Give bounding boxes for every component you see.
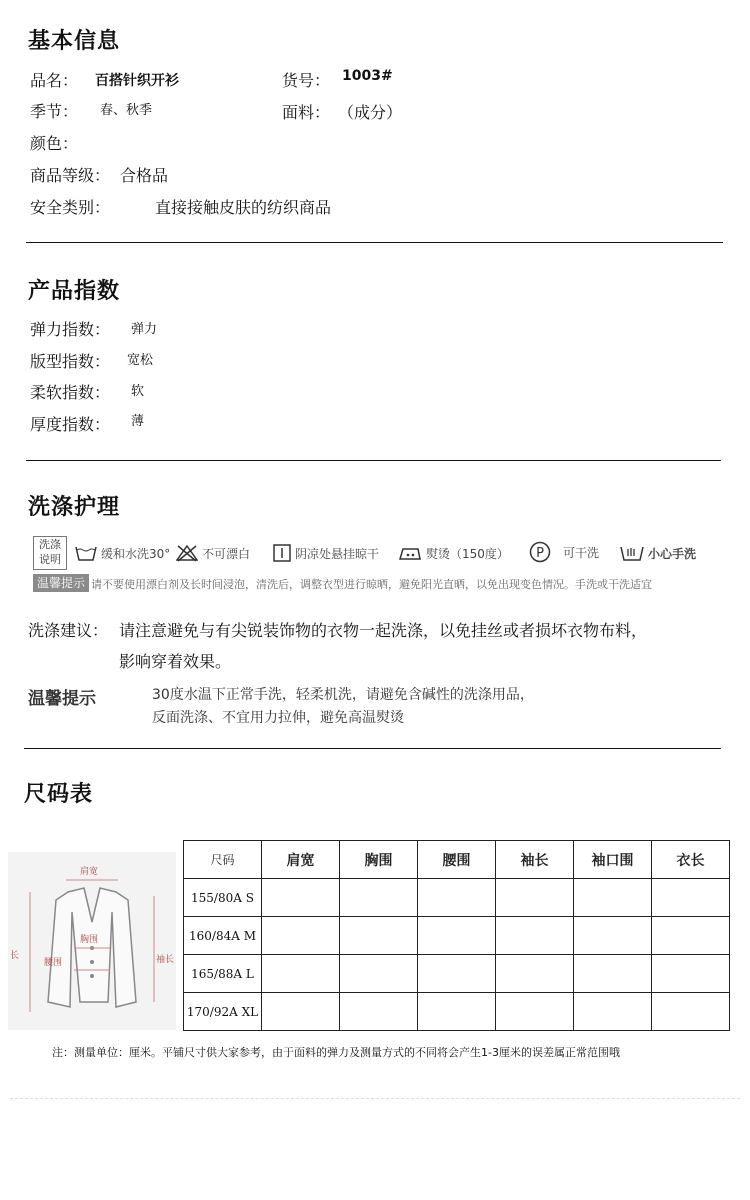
sku-label: 货号：	[282, 71, 331, 90]
iron-icon	[398, 544, 422, 562]
size-cell: 165/88A L	[184, 955, 262, 993]
fabric-value: （成分）	[338, 103, 403, 122]
name-label: 品名：	[30, 71, 79, 90]
figure-length-label: 长	[10, 951, 20, 961]
dashed-divider	[10, 1098, 740, 1099]
dry-clean-icon	[529, 541, 551, 563]
no-bleach-icon	[176, 544, 198, 562]
table-cell	[496, 879, 574, 917]
section-title-index: 产品指数	[28, 279, 121, 304]
season-label: 季节：	[30, 102, 79, 121]
table-cell	[574, 993, 652, 1031]
table-cell	[418, 879, 496, 917]
table-cell	[574, 917, 652, 955]
care-item-wash	[75, 544, 170, 562]
care-dry-label: 阴凉处悬挂晾干	[295, 546, 380, 561]
table-row	[184, 993, 730, 1031]
care-item-hand	[620, 544, 696, 562]
table-cell	[262, 993, 340, 1031]
divider	[26, 460, 721, 461]
size-table	[183, 840, 730, 1031]
table-cell	[652, 917, 730, 955]
wash-tub-icon	[75, 544, 97, 562]
warm-line-2: 反面洗涤、不宜用力拉伸，避免高温熨烫	[152, 710, 404, 726]
warm-line-1: 30度水温下正常手洗，轻柔机洗，请避免含碱性的洗涤用品，	[152, 687, 534, 703]
care-item-dryclean	[529, 541, 599, 563]
table-cell	[418, 993, 496, 1031]
figure-waist-label: 腰围	[44, 958, 63, 968]
jacket-measure-figure	[8, 852, 176, 1030]
care-item-bleach	[176, 544, 250, 562]
line-dry-icon	[273, 544, 291, 562]
table-row	[184, 879, 730, 917]
section-title-size: 尺码表	[24, 782, 94, 807]
table-cell	[418, 955, 496, 993]
advice-line-1: 请注意避免与有尖锐装饰物的衣物一起洗涤，以免挂丝或者损坏衣物布料，	[119, 621, 648, 640]
fit-label: 版型指数：	[30, 352, 111, 371]
table-cell	[262, 917, 340, 955]
table-header: 腰围	[418, 841, 496, 879]
care-dryclean-label: 可干洗	[563, 545, 600, 560]
season-value: 春、秋季	[100, 103, 153, 118]
grade-label: 商品等级：	[30, 166, 111, 185]
table-cell	[340, 955, 418, 993]
measure-note: 注：测量单位：厘米。平铺尺寸供大家参考，由于面料的弹力及测量方式的不同将会产生1-3厘米的误差属正常范围哦	[52, 1046, 620, 1059]
figure-chest-label: 胸围	[80, 935, 99, 945]
care-bleach-label: 不可漂白	[202, 546, 251, 561]
table-cell	[574, 955, 652, 993]
care-wash-label: 缓和水洗30°	[101, 546, 171, 561]
table-row	[184, 917, 730, 955]
wash-instructions-box: 洗涤说明	[33, 536, 67, 570]
figure-shoulder-label: 肩宽	[80, 867, 99, 877]
size-cell: 160/84A M	[184, 917, 262, 955]
care-iron-label: 熨烫（150度）	[426, 546, 509, 561]
table-header: 袖口围	[574, 841, 652, 879]
divider	[24, 748, 721, 749]
soft-value: 软	[131, 384, 145, 399]
table-cell	[652, 993, 730, 1031]
elastic-label: 弹力指数：	[30, 320, 111, 339]
soft-label: 柔软指数：	[30, 383, 111, 402]
table-header-row	[184, 841, 730, 879]
advice-label: 洗涤建议：	[28, 621, 109, 640]
table-cell	[262, 879, 340, 917]
warm-label: 温馨提示	[28, 689, 96, 709]
hand-wash-icon	[620, 544, 644, 562]
fabric-label: 面料：	[282, 103, 331, 122]
section-title-care: 洗涤护理	[28, 495, 121, 520]
divider	[26, 242, 723, 243]
table-header: 袖长	[496, 841, 574, 879]
care-hand-label: 小心手洗	[648, 546, 697, 561]
color-label: 颜色：	[30, 134, 79, 153]
table-cell	[574, 879, 652, 917]
table-header: 胸围	[340, 841, 418, 879]
table-row	[184, 955, 730, 993]
table-cell	[496, 955, 574, 993]
fit-value: 宽松	[127, 353, 154, 368]
care-item-dry	[273, 544, 379, 562]
table-cell	[496, 993, 574, 1031]
advice-line-2: 影响穿着效果。	[119, 652, 232, 671]
table-cell	[496, 917, 574, 955]
tip-text: 请不要使用漂白剂及长时间浸泡，清洗后，调整衣型进行晾晒，避免阳光直晒，以免出现变色情况。手洗或干洗适宜	[91, 578, 652, 591]
safety-label: 安全类别：	[30, 198, 111, 217]
size-cell: 170/92A XL	[184, 993, 262, 1031]
section-title-basic: 基本信息	[28, 29, 121, 54]
care-item-iron	[398, 544, 509, 562]
table-cell	[340, 879, 418, 917]
size-cell: 155/80A S	[184, 879, 262, 917]
sku-value: 1003#	[342, 68, 393, 84]
table-cell	[418, 917, 496, 955]
table-cell	[652, 879, 730, 917]
table-header: 肩宽	[262, 841, 340, 879]
grade-value: 合格品	[120, 166, 169, 185]
thick-value: 薄	[131, 414, 145, 429]
table-cell	[262, 955, 340, 993]
tip-badge: 温馨提示	[33, 574, 89, 592]
figure-sleeve-label: 袖长	[156, 955, 175, 965]
elastic-value: 弹力	[131, 322, 158, 337]
safety-value: 直接接触皮肤的纺织商品	[155, 198, 332, 217]
care-icon-bar	[33, 536, 733, 572]
table-header: 尺码	[184, 841, 262, 879]
thick-label: 厚度指数：	[30, 415, 111, 434]
name-value: 百搭针织开衫	[95, 73, 179, 89]
table-cell	[340, 993, 418, 1031]
tip-bar	[33, 574, 733, 592]
table-cell	[340, 917, 418, 955]
table-header: 衣长	[652, 841, 730, 879]
svg-text:P: P	[536, 546, 544, 561]
table-cell	[652, 955, 730, 993]
